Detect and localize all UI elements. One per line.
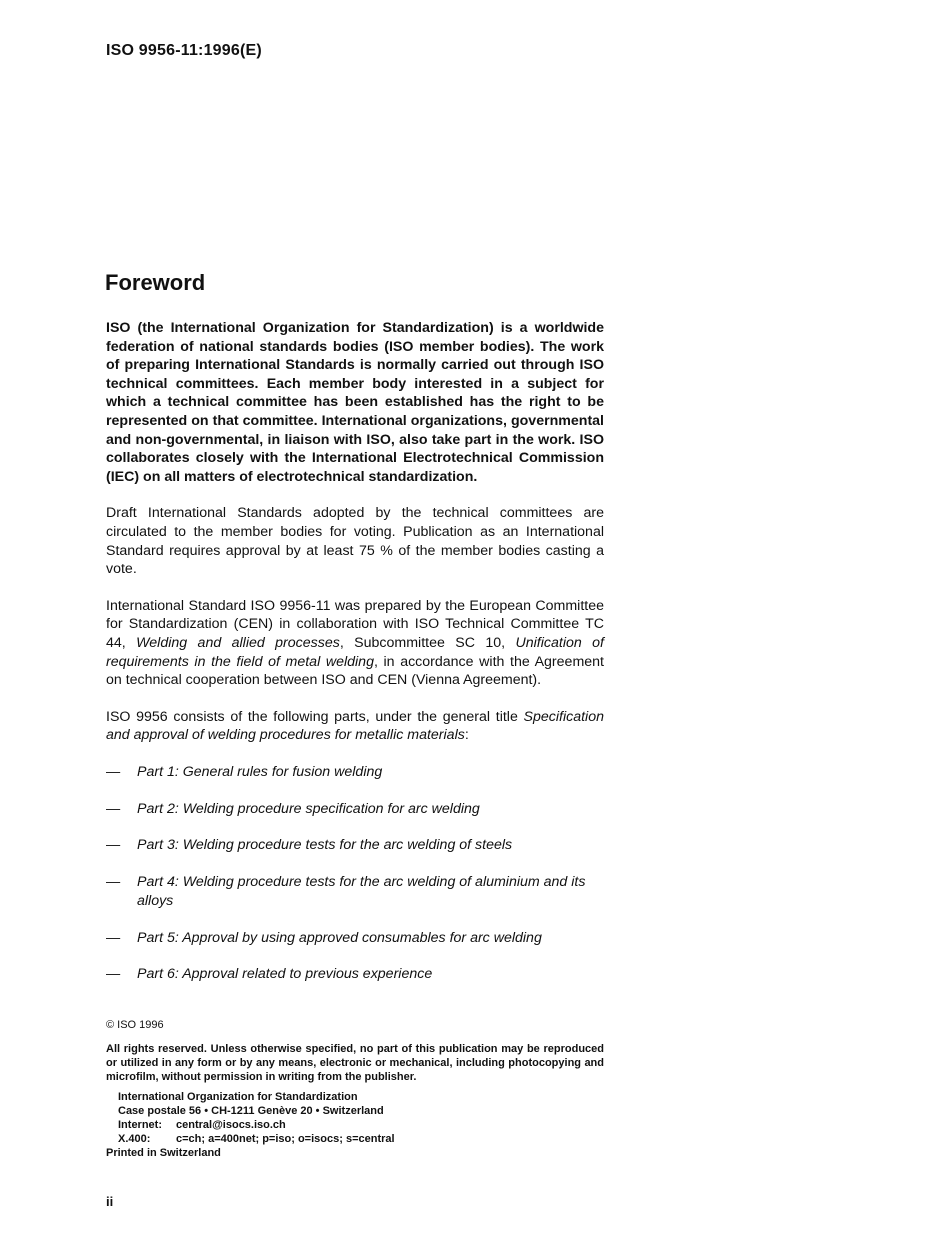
part-title: Part 6: Approval related to previous experience [137,966,433,983]
copyright-year: © ISO 1996 [106,1019,164,1031]
copyright-block [106,1018,604,1160]
paragraph-iso-intro: ISO (the International Organization for Standardization) is a worldwide federation of national standards bodies (ISO member bodies). The work of preparing International Standards is normally carried out through ISO technical committees. Each member body interested in a subject for which a technical committee has been established has the right to be represented on that committee. International organizations, governmental and non-governmental, in liaison with ISO, also take part in the work. ISO collaborates closely with the International Electrotechnical Commission (IEC) on all matters of electrotechnical standardization. [106,320,604,485]
dash-bullet: — [106,763,121,780]
dash-bullet: — [106,800,121,817]
rights-notice: All rights reserved. Unless otherwise specified, no part of this publication may be reproduced or utilized in any form or by any means, electronic or mechanical, including photocopying and microfilm, without permission in writing from the publisher. [106,1043,604,1083]
text-run: : [464,727,469,744]
page-title: Foreword [105,270,206,295]
text-run: , Subcommittee SC 10, [339,634,516,651]
text-run: International Standard ISO 9956-11 was prepared by the European Committee for Standardization (CEN) in collaboration with ISO Technical Committee TC 44, [106,597,604,651]
part-title: Part 1: General rules for fusion welding [137,763,383,780]
text-run: ISO 9956 consists of the following parts, under the general title [106,708,524,725]
internet-address [106,1118,604,1132]
list-item [106,763,604,782]
dash-bullet: — [106,874,121,891]
printed-in: Printed in Switzerland [106,1147,221,1159]
list-item [106,836,604,855]
foreword-body [106,319,604,1002]
paragraph-preparation [106,597,604,690]
dash-bullet: — [106,966,121,983]
paragraph-parts-intro [106,708,604,745]
page-number: ii [106,1194,114,1209]
list-item [106,965,604,984]
internet-value: central@isocs.iso.ch [176,1119,286,1131]
italic-subcommittee-title: Unification of requirements in the field of metal welding [106,634,604,670]
text-run: , in accordance with the Agreement on technical cooperation between ISO and CEN (Vienna Agreement). [106,653,604,689]
dash-bullet: — [106,837,121,854]
dash-bullet: — [106,929,121,946]
x400-value: c=ch; a=400net; p=iso; o=isocs; s=central [176,1133,395,1145]
italic-general-title: Specification and approval of welding procedures for metallic materials [106,708,604,744]
part-title: Part 2: Welding procedure specification for arc welding [137,800,480,817]
list-item [106,873,604,910]
italic-committee-title: Welding and allied processes [136,634,340,651]
x400-address [106,1132,604,1146]
list-item [106,800,604,819]
part-title: Part 4: Welding procedure tests for the arc welding of aluminium and its alloys [137,874,586,909]
paragraph-draft-standards: Draft International Standards adopted by the technical committees are circulated to the member bodies for voting. Publication as an International Standard requires approval by at least 75 % of the member bodies casting a vote. [106,505,604,578]
postal-address: Case postale 56 • CH-1211 Genève 20 • Switzerland [118,1105,384,1117]
parts-list [106,763,604,984]
organization-name: International Organization for Standardization [118,1091,358,1103]
x400-label: X.400: [118,1133,151,1145]
list-item [106,929,604,948]
part-title: Part 5: Approval by using approved consumables for arc welding [137,929,542,946]
part-title: Part 3: Welding procedure tests for the arc welding of steels [137,837,513,854]
document-id: ISO 9956-11:1996(E) [106,42,262,59]
internet-label: Internet: [118,1119,162,1131]
